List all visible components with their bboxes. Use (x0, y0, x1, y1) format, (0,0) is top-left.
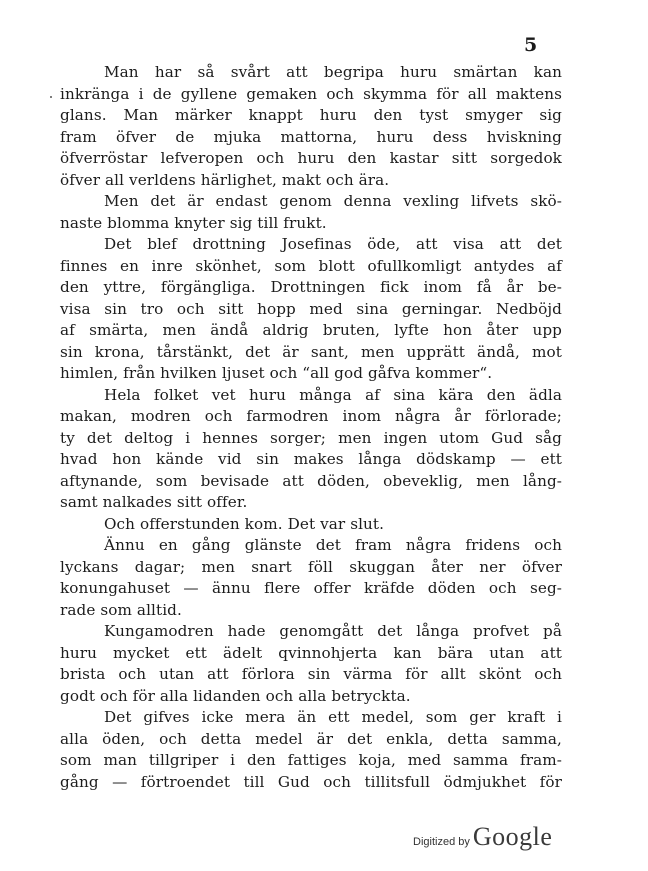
text-line: konungahuset — ännu flere offer kräfde döden och seg- (60, 579, 562, 597)
text-line: godt och för alla lidanden och alla betryckta. (60, 686, 411, 705)
text-line: aftynande, som bevisade att döden, obeveklig, men lång- (60, 471, 562, 490)
text-line: ty det deltog i hennes sorger; men ingen utom Gud såg (60, 428, 562, 447)
body-text (60, 62, 562, 793)
text-line: den yttre, förgängliga. Drottningen fick inom få år be- (60, 278, 562, 296)
text-line: lyckans dagar; men snart föll skuggan åter ner öfver (60, 557, 562, 576)
digitized-watermark (413, 822, 552, 852)
text-line: som man tillgriper i den fattiges koja, med samma fram- (60, 751, 562, 769)
page-number: 5 (524, 34, 538, 56)
text-line: Kungamodren hade genomgått det långa profvet på (104, 622, 562, 640)
text-line: hvad hon kände vid sin makes långa dödskamp — ett (60, 450, 562, 468)
google-logo: Google (472, 822, 553, 851)
text-line: finnes en inre skönhet, som blott ofullkomligt antydes af (60, 256, 562, 275)
text-line: öfverröstar lefveropen och huru den kastar sitt sorgedok (60, 149, 562, 167)
text-line: alla öden, och detta medel är det enkla, detta samma, (60, 729, 562, 748)
text-line: himlen, från hvilken ljuset och “all god gåfva kommer“. (60, 364, 493, 382)
text-line: inkränga i de gyllene gemaken och skymma för all maktens (60, 84, 562, 103)
text-line: öfver all verldens härlighet, makt och ära. (60, 170, 390, 189)
text-line: Man har så svårt att begripa huru smärtan kan (104, 63, 562, 81)
text-line: Ännu en gång glänste det fram några fridens och (104, 536, 562, 554)
text-line: Och offerstunden kom. Det var slut. (104, 514, 385, 533)
text-line: naste blomma knyter sig till frukt. (60, 213, 327, 232)
text-line: makan, modren och farmodren inom några år förlorade; (60, 407, 562, 425)
text-line: gång — förtroendet till Gud och tillitsfull ödmjukhet för (60, 772, 562, 791)
print-speck (50, 96, 52, 98)
text-line: brista och utan att förlora sin värma för allt skönt och (60, 665, 562, 683)
text-line: fram öfver de mjuka mattorna, huru dess hviskning (60, 127, 562, 146)
text-line: Det blef drottning Josefinas öde, att visa att det (104, 235, 562, 253)
text-line: rade som alltid. (60, 600, 182, 619)
text-line: Det gifves icke mera än ett medel, som ger kraft i (104, 708, 562, 726)
text-line: af smärta, men ändå aldrig bruten, lyfte hon åter upp (60, 321, 562, 339)
text-line: visa sin tro och sitt hopp med sina gerningar. Nedböjd (60, 299, 562, 318)
text-line: Men det är endast genom denna vexling lifvets skö- (104, 192, 562, 210)
digitized-prefix: Digitized by (413, 836, 470, 848)
text-line: huru mycket ett ädelt qvinnohjerta kan bära utan att (60, 643, 562, 662)
text-line: sin krona, tårstänkt, det är sant, men upprätt ändå, mot (60, 342, 562, 361)
text-line: samt nalkades sitt offer. (60, 493, 248, 511)
text-line: glans. Man märker knappt huru den tyst smyger sig (60, 106, 562, 124)
text-line: Hela folket vet huru många af sina kära den ädla (104, 385, 562, 404)
